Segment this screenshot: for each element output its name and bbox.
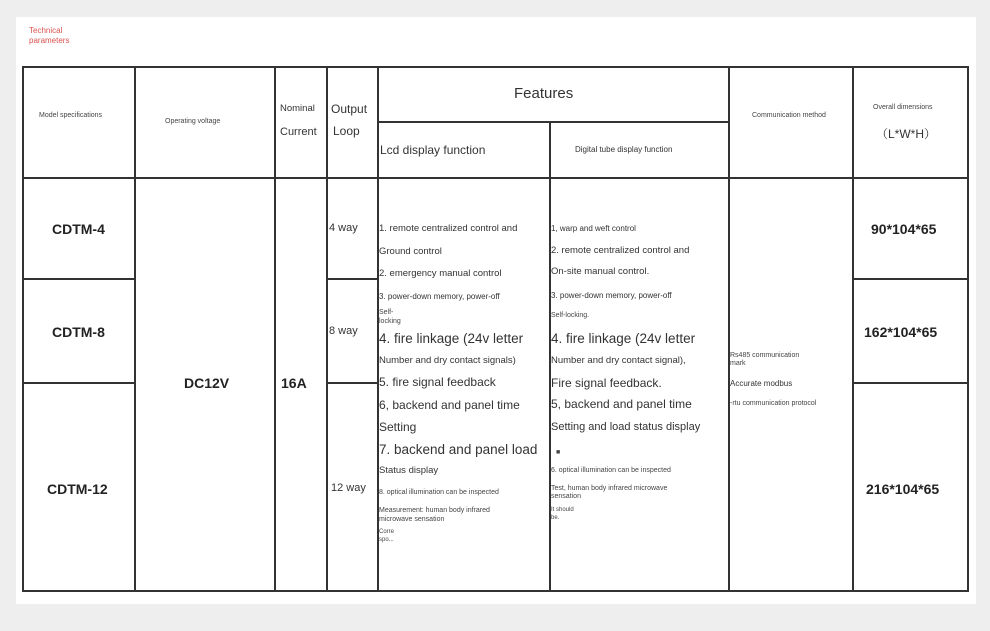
comm-line: Accurate modbus	[730, 379, 793, 388]
lcd-line: 1. remote centralized control and	[379, 223, 518, 234]
row-divider-1a	[22, 278, 135, 280]
spec-sheet	[16, 17, 976, 604]
comm-line: mark	[730, 360, 746, 367]
digital-line: 3. power-down memory, power-off	[551, 291, 672, 300]
header-dims-line2: （L*W*H）	[876, 127, 937, 141]
table-border-left	[22, 66, 24, 592]
row-divider-1c	[853, 278, 969, 280]
model-cdtm-8: CDTM-8	[52, 324, 105, 340]
lcd-line: 2. emergency manual control	[379, 268, 502, 279]
table-border-bottom	[22, 590, 969, 592]
digital-line: On-site manual control.	[551, 266, 650, 277]
comm-line: Rs485 communication	[730, 352, 800, 359]
header-lcd: Lcd display function	[380, 143, 486, 157]
col-divider-2	[274, 66, 276, 592]
dims-cdtm-4: 90*104*65	[871, 221, 937, 237]
lcd-line: spo...	[379, 537, 394, 543]
digital-line: It should	[551, 507, 574, 513]
row-divider-2b	[327, 382, 378, 384]
lcd-line: 6, backend and panel time	[379, 398, 520, 412]
lcd-line: 5. fire signal feedback	[379, 375, 496, 389]
digital-line: Self-locking.	[551, 312, 590, 319]
current-value: 16A	[281, 375, 307, 391]
row-divider-2a	[22, 382, 135, 384]
table-border-right	[967, 66, 969, 592]
comm-line: -rtu communication protocol	[730, 400, 817, 407]
lcd-line: Corre	[379, 529, 395, 535]
col-divider-6	[728, 66, 730, 592]
lcd-line: 8. optical illumination can be inspected	[379, 489, 499, 496]
lcd-line: Ground control	[379, 246, 442, 257]
header-voltage: Operating voltage	[165, 118, 221, 125]
digital-line: 4. fire linkage (24v letter	[551, 331, 696, 346]
header-digital: Digital tube display function	[575, 145, 673, 154]
row-divider-1b	[327, 278, 378, 280]
col-divider-3	[326, 66, 328, 592]
header-features: Features	[514, 85, 574, 102]
col-divider-1	[134, 66, 136, 592]
lcd-line: 4. fire linkage (24v letter	[379, 331, 524, 346]
header-current-line1: Nominal	[280, 103, 315, 114]
digital-line: be.	[551, 515, 560, 521]
features-divider	[378, 121, 729, 123]
digital-line: 6. optical illumination can be inspected	[551, 467, 671, 474]
lcd-line: Number and dry contact signals)	[379, 355, 516, 366]
lcd-line: 7. backend and panel load	[379, 442, 538, 457]
model-cdtm-12: CDTM-12	[47, 481, 108, 497]
output-8-way: 8 way	[329, 325, 358, 337]
lcd-line: Setting	[379, 420, 417, 434]
caption: Technical parameters	[29, 26, 70, 45]
header-current-line2: Current	[280, 126, 317, 138]
digital-line: Test, human body infrared microwave	[551, 485, 668, 492]
lcd-line: Self-	[379, 309, 394, 316]
output-4-way: 4 way	[329, 222, 358, 234]
table-border-top	[22, 66, 969, 68]
digital-line: sensation	[551, 493, 581, 500]
row-divider-2c	[853, 382, 969, 384]
lcd-line: Status display	[379, 465, 439, 476]
lcd-line: Measurement: human body infrared	[379, 507, 490, 514]
lcd-line: 3. power-down memory, power-off	[379, 292, 500, 301]
output-12-way: 12 way	[331, 482, 366, 494]
digital-square-icon: ■	[556, 449, 561, 456]
voltage-value: DC12V	[184, 375, 230, 391]
header-model: Model specifications	[39, 112, 103, 119]
col-divider-7	[852, 66, 854, 592]
digital-line: Fire signal feedback.	[551, 376, 662, 390]
digital-line: 1, warp and weft control	[551, 224, 636, 233]
header-output-line2: Loop	[333, 124, 360, 138]
lcd-line: microwave sensation	[379, 516, 445, 523]
digital-line: Setting and load status display	[551, 421, 701, 433]
lcd-line: locking	[379, 318, 401, 325]
digital-line: 5, backend and panel time	[551, 397, 692, 411]
digital-line: 2. remote centralized control and	[551, 245, 690, 256]
header-output-line1: Output	[331, 102, 368, 116]
header-dims-line1: Overall dimensions	[873, 104, 933, 111]
digital-line: Number and dry contact signal),	[551, 355, 686, 366]
model-cdtm-4: CDTM-4	[52, 221, 105, 237]
dims-cdtm-8: 162*104*65	[864, 324, 938, 340]
header-bottom	[22, 177, 969, 179]
dims-cdtm-12: 216*104*65	[866, 481, 940, 497]
header-comm: Communication method	[752, 112, 826, 119]
